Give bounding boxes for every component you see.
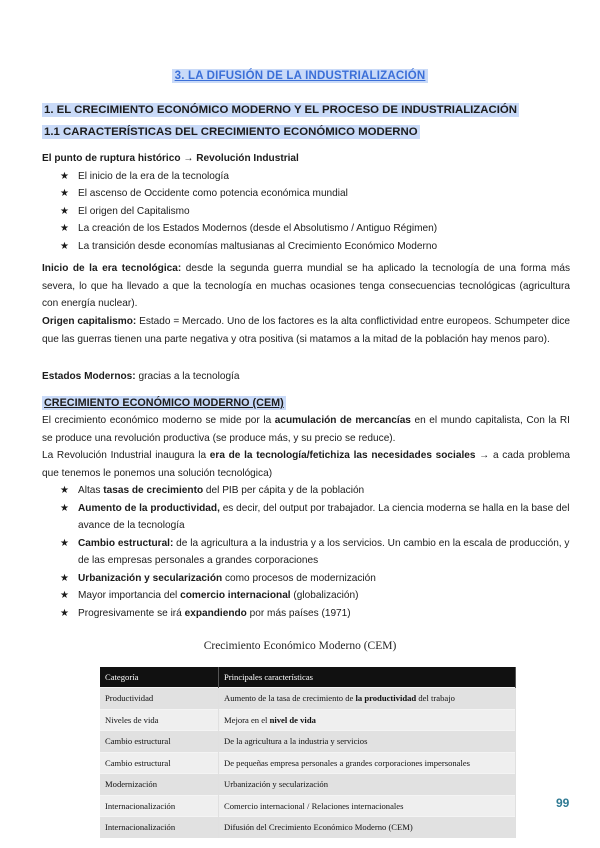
cem-table [100,667,516,838]
table-row [100,817,516,838]
list-item: ★ La creación de los Estados Modernos (desde el Absolutismo / Antiguo Régimen) [42,220,570,238]
table-cell: Urbanización y secularización [219,774,516,796]
table-cell: Aumento de la tasa de crecimiento de la productividad del trabajo [219,688,516,710]
list-item: ★ Progresivamente se irá expandiendo por más países (1971) [42,605,570,623]
cem-paragraph-1: El crecimiento económico moderno se mide por la acumulación de mercancías en el mundo capitalista, Con la RI se produce una revolución productiva (se produce más, y su precio se reduce). [42,415,570,444]
paragraph-inicio: Inicio de la era tecnológica: desde la segunda guerra mundial se ha aplicado la tecnología de una forma más severa, lo que ha llevado a que la tecnología en muchas ocasiones tenga consecuencias tecnológicas (agricultura con energía nuclear). [42,263,570,309]
table-header-row [100,667,516,688]
table-header-cell: Categoría [100,667,219,688]
star-icon: ★ [60,572,69,584]
star-icon: ★ [60,485,69,496]
list-item: ★ El ascenso de Occidente como potencia económica mundial [42,185,570,203]
list-item: ★ Urbanización y secularización como procesos de modernización [42,570,570,588]
cem-paragraph-2: La Revolución Industrial inaugura la era de la tecnología/fetichiza las necesidades sociales → a cada problema que tenemos le ponemos una solución tecnológica) [42,450,570,479]
star-icon: ★ [60,537,69,549]
cem-list [42,482,570,622]
list-item: ★ La transición desde economías maltusianas al Crecimiento Económico Moderno [42,238,570,256]
table-cell: Internacionalización [100,795,219,817]
table-row [100,688,516,710]
heading-2-text: 1.1 CARACTERÍSTICAS DEL CRECIMIENTO ECONÓMICO MODERNO [44,126,418,138]
table-cell: Comercio internacional / Relaciones internacionales [219,795,516,817]
document-title [0,70,600,82]
page-number: 99 [556,796,570,810]
table-row [100,774,516,796]
table-cell: Cambio estructural [100,752,219,774]
star-icon: ★ [60,188,69,199]
table-cell: De pequeñas empresa personales a grandes corporaciones impersonales [219,752,516,774]
paragraph-estados: Estados Modernos: gracias a la tecnología [42,371,240,382]
table-cell: Mejora en el nivel de vida [219,709,516,731]
star-icon: ★ [60,502,69,514]
list-item: ★ Mayor importancia del comercio internacional (globalización) [42,587,570,605]
table-row [100,752,516,774]
table-cell: Modernización [100,774,219,796]
table-cell: Productividad [100,688,219,710]
star-icon: ★ [60,240,69,252]
breakpoint-list [42,168,570,256]
heading-1 [42,104,519,116]
document-title-text: 3. LA DIFUSIÓN DE LA INDUSTRIALIZACIÓN [172,69,429,83]
table-row [100,795,516,817]
table-row [100,709,516,731]
table-row [100,731,516,753]
table-header-cell: Principales características [219,667,516,688]
list-item: ★ Altas tasas de crecimiento del PIB per cápita y de la población [42,482,570,500]
section-cem-heading: CRECIMIENTO ECONÓMICO MODERNO (CEM) [44,397,284,409]
star-icon: ★ [60,590,69,601]
table-cell: Difusión del Crecimiento Económico Moderno (CEM) [219,817,516,838]
paragraph-origen: Origen capitalismo: Estado = Mercado. Uno de los factores es la alta conflictividad entre europeos. Schumpeter dice que las guerras tienen una parte negativa y otra positiva (si matamos a la mitad de la población hay menos paro). [42,316,571,345]
list-item: ★ El origen del Capitalismo [42,203,570,221]
cem-block [42,412,570,622]
table-cell: Cambio estructural [100,731,219,753]
heading-1-text: 1. EL CRECIMIENTO ECONÓMICO MODERNO Y EL PROCESO DE INDUSTRIALIZACIÓN [44,104,517,116]
table-cell: Niveles de vida [100,709,219,731]
figure-caption: Crecimiento Económico Moderno (CEM) [203,640,397,652]
table-cell: Internacionalización [100,817,219,838]
list-item: ★ El inicio de la era de la tecnología [42,168,570,186]
breakpoint-line: El punto de ruptura histórico → Revolución Industrial [42,153,299,164]
heading-2 [42,126,420,138]
list-item: ★ Aumento de la productividad, es decir, del output por trabajador. La ciencia moderna se halla en la base del avance de la tecnología [42,500,570,535]
star-icon: ★ [60,607,69,619]
star-icon: ★ [60,205,69,217]
list-item: ★ Cambio estructural: de la agricultura a la industria y a los servicios. Un cambio en la escala de producción, y de las empresas personales a grandes corporaciones [42,535,570,570]
table-cell: De la agricultura a la industria y servicios [219,731,516,753]
star-icon: ★ [60,223,69,234]
star-icon: ★ [60,170,69,182]
breakpoint-block [42,150,570,255]
